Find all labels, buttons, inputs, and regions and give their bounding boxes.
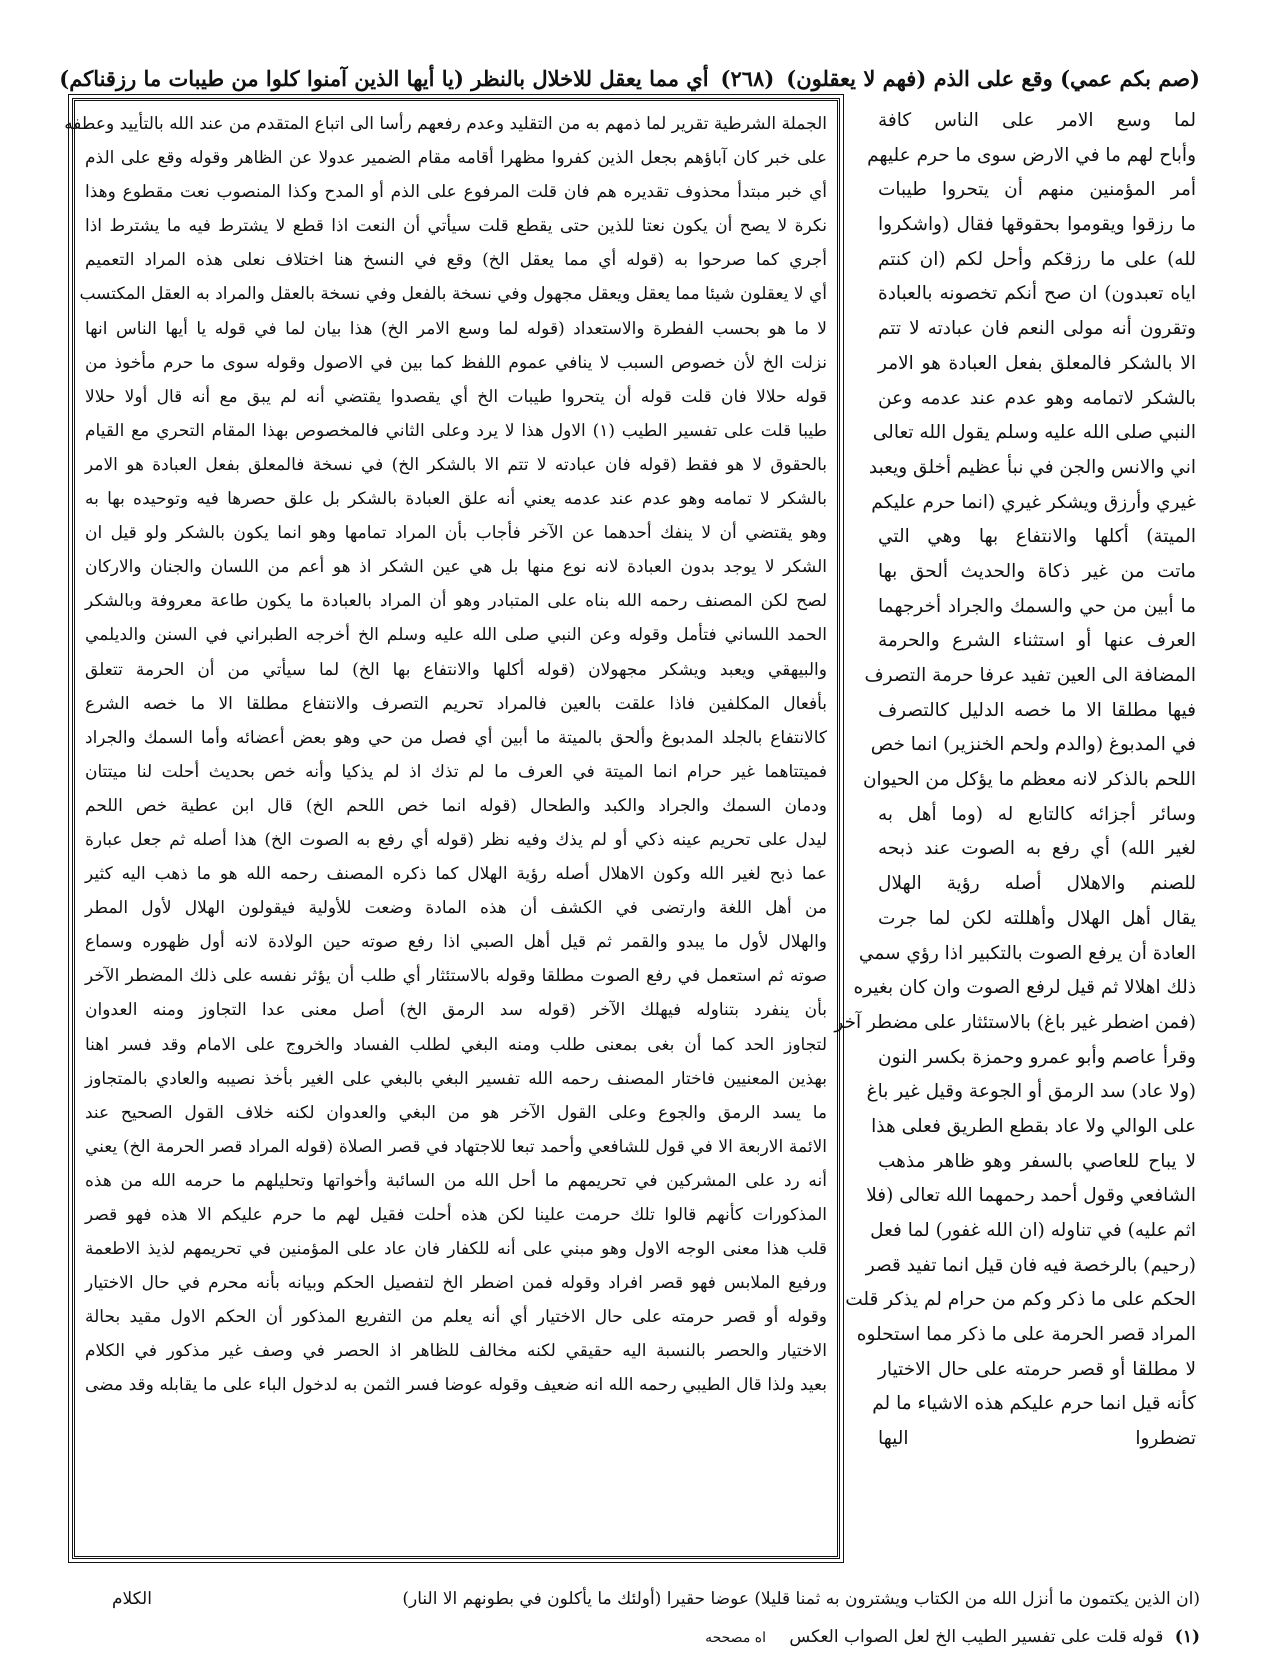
sharh-line: أي خبر مبتدأ محذوف تقديره هم فان قلت المرفوع على الذم أو المدح وكذا المنصوب نعت مقطوع وهذا	[85, 182, 827, 203]
matn-line: وأباح لهم ما في الارض سوى ما حرم عليهم	[867, 144, 1196, 166]
sharh-line: طيبا قلت على تفسير الطيب (١) الاول هذا لا يرد وعلى الثاني فالمخصوص بهذا المقام التحري مع القيام	[85, 420, 828, 441]
matn-line: وقرأ عاصم وأبو عمرو وحمزة بكسر النون	[878, 1046, 1196, 1068]
matn-line: تضطروا اليها	[878, 1428, 1196, 1450]
matn-line: المضافة الى العين تفيد عرفا حرمة التصرف	[864, 665, 1196, 686]
catchword: الكلام	[112, 1589, 152, 1609]
sharh-line: المذكورات كأنهم قالوا تلك حرمت علينا لكن هذه أحلت فقيل لهم ما حرم عليكم الا هذه فهو قصر	[85, 1205, 827, 1225]
matn-line: وتقرون أنه مولى النعم فان عبادته لا تتم	[878, 318, 1196, 340]
sharh-line: بعيد ولذا قال الطيبي رحمه الله انه ضعيف وقوله عوضا فسر الثمن به لدخول الباء على ما يقابله وقد مضى	[85, 1375, 827, 1396]
matn-line: المراد قصر الحرمة على ما ذكر مما استحلوه	[856, 1324, 1196, 1346]
sharh-line: كالانتفاع بالجلد المدبوغ وألحق بالميتة ما أبين أي فصل من حي وهو بعض أعضائه وأما السمك والجراد	[85, 727, 827, 748]
page-number: (٢٦٨)	[720, 65, 775, 91]
sharh-line: بأفعال المكلفين فاذا علقت بالعين فالمراد تحريم التصرف والانتفاع مطلقا الا ما خصه الشرع	[85, 693, 827, 714]
sharh-line: الشكر لا يوجد بدون العبادة لانه نوع منها بل هي عين الشكر اذ هو أعم من اللسان والجنان والاركان	[85, 557, 827, 578]
sharh-line: من أهل اللغة وارتضى في الكشف أن هذه المادة وضعت للأولية فيقولون الهلال لأول المطر	[85, 898, 827, 919]
matn-line: غيري وأرزق ويشكر غيري (انما حرم عليكم	[871, 491, 1196, 513]
footnote-editor-note: اه مصححه	[705, 1630, 766, 1646]
matn-line: اني والانس والجن في نبأ عظيم أخلق ويعبد	[868, 456, 1196, 478]
sharh-line: وقوله أو قصر حرمته على حال الاختيار أي أنه يعلم من التفريع المذكور أن الحكم الاول مقيد بحالة	[85, 1307, 827, 1328]
sharh-line: ورفيع الملابس فهو قصر افراد وقوله فمن اضطر الخ لتفصيل الحكم وبيانه بأنه محرم في حال الاختيار	[85, 1273, 827, 1294]
matn-line: اللحم بالذكر لانه معظم ما يؤكل من الحيوان	[862, 769, 1196, 791]
sharh-line: أنه رد على المشركين في تحريمهم ما أحل الله من السائبة وأخواتها وتحليلهم ما حرمه الله من هذه	[85, 1170, 827, 1191]
sharh-line: فميتتاهما غير حرام انما الميتة في العرف ما لم تذك اذ لم يذكيا وأنه خص بحديث أحلت لنا ميتتان	[85, 761, 827, 782]
footnote-text: قوله قلت على تفسير الطيب الخ لعل الصواب العكس	[789, 1627, 1164, 1647]
matn-column	[834, 104, 1196, 1579]
sharh-line: قلب هذا معنى الوجه الاول وهو مبني على أنه للكفار فان عاد على المؤمنين في تحريمهم لذيذ الاطعمة	[85, 1239, 827, 1260]
matn-line: في المدبوغ (والدم ولحم الخنزير) انما خص	[870, 734, 1196, 756]
matn-line: الشافعي وقول أحمد رحمهما الله تعالى (فلا	[866, 1185, 1196, 1207]
sharh-line: ليدل على تحريم عينه ذكي أو لم يذك وفيه نظر (قوله أي رفع به الصوت الخ) هذا أصله ثم جعل عبارة	[85, 829, 827, 850]
sharh-line: عما ذبح لغير الله وكون الاهلال أصله رؤية الهلال كما ذكره المصنف رحمه الله هو ما ذهب اليه كثير	[85, 864, 827, 885]
sharh-line: والبيهقي ويعبد ويشكر مجهولان (قوله أكلها والانتفاع بها الخ) لما سيأتي من أن الحرمة تتعلق	[85, 659, 827, 680]
matn-line: ماتت من غير ذكاة والحديث ألحق بها	[878, 560, 1196, 582]
sharh-line: بأن ينفرد بتناوله فيهلك الآخر (قوله سد الرمق الخ) أصل معنى عدا التجاوز ومنه العدوان	[85, 1000, 827, 1021]
matn-line: اياه تعبدون) ان صح أنكم تخصونه بالعبادة	[878, 283, 1196, 305]
matn-line: العادة أن يرفع الصوت بالتكبير اذا رؤي سمي	[858, 942, 1196, 964]
matn-line: لما وسع الامر على الناس كافة	[878, 110, 1196, 131]
header-left-text: أي مما يعقل للاخلال بالنظر (يا أيها الذين آمنوا كلوا من طيبات ما رزقناكم)	[59, 65, 709, 91]
sharh-line: بالشكر لا تمامه وهو عدم عند عدمه يعني أنه علق العبادة بالشكر بل علق حصرها فيه وتوحيده بها به	[85, 489, 827, 510]
matn-line: ذلك اهلالا ثم قيل لرفع الصوت وان كان بغيره	[853, 977, 1196, 999]
sharh-line: لا ما هو بحسب الفطرة والاستعداد (قوله لما وسع الامر الخ) هذا بيان لما في قوله يا أيها الناس انها	[85, 318, 827, 339]
sharh-line: بهذين المعنيين فاختار المصنف رحمه الله تفسير البغي بالبغي على الغير بأخذ نصيبه والعادي بالمتجاوز	[85, 1068, 827, 1089]
sharh-line: لصح لكن المصنف رحمه الله بناه على المتبادر وهو أن المراد بالعبادة ما يكون طاعة معروفة وبالشكر	[85, 591, 827, 612]
matn-line: على الوالي ولا عاد بقطع الطريق فعلى هذا	[871, 1115, 1196, 1137]
matn-line: للصنم والاهلال أصله رؤية الهلال	[878, 873, 1196, 895]
matn-line: اثم عليه) في تناوله (ان الله غفور) لما فعل	[870, 1220, 1196, 1241]
matn-line: أمر المؤمنين منهم أن يتحروا طيبات	[878, 179, 1196, 201]
matn-line: (ولا عاد) سد الرمق أو الجوعة وقيل غير باغ	[866, 1081, 1196, 1103]
matn-line: ما رزقوا ويقوموا بحقوقها فقال (واشكروا	[878, 214, 1196, 236]
continuation-text: (ان الذين يكتمون ما أنزل الله من الكتاب ويشترون به ثمنا قليلا) عوضا حقيرا (أولئك ما يأكلون في بطونهم الا النار)	[402, 1589, 1200, 1609]
matn-line: لغير الله) أي رفع به الصوت عند ذبحه	[878, 838, 1196, 860]
continuation-line	[72, 1584, 1200, 1614]
sharh-line: لتجاوز الحد كما أن بغى بمعنى طلب ومنه البغي لطلب الفساد والخروج على الامام وقد فسر اهنا	[85, 1034, 827, 1055]
sharh-line: ودمان السمك والجراد والكبد والطحال (قوله انما خص اللحم الخ) قال ابن عطية خص اللحم	[85, 795, 827, 816]
sharh-line: صوته ثم استعمل في رفع الصوت مطلقا وقوله بالاستئثار أي طلب أن يؤثر نفسه على ذلك المضطر الآخر	[85, 966, 827, 987]
header-right-text: (صم بكم عمي) وقع على الذم (فهم لا يعقلون)	[786, 65, 1200, 91]
sharh-line: بالحقوق لا هو فقط (قوله فان عبادته لا تتم الا بالشكر الخ) في نسخة فالمعلق بفعل العبادة هو الامر	[85, 454, 827, 475]
matn-line: لله) على ما رزقكم وأحل لكم (ان كنتم	[878, 248, 1196, 270]
matn-line: الحكم على ما ذكر وكم من حرام لم يذكر قلت	[845, 1289, 1196, 1311]
matn-line: بالشكر لاتمامه وهو عدم عند عدمه وعن	[878, 387, 1196, 409]
sharh-line: نكرة لا يصح أن يكون نعتا للذين حتى يقطع قلت سيأتي أن النعت اذا قطع لا يشترط فيه ما يشترط اذا	[85, 216, 827, 237]
sharh-line: أي لا يعقلون شيئا مما يعقل ويعقل مجهول وفي نسخة بالفعل وفي نسخة بالعقل والمراد به العقل المكتسب	[79, 284, 827, 305]
matn-line: وسائر أجزائه كالتابع له (وما أهل به	[878, 803, 1196, 825]
sharh-frame	[64, 98, 840, 1559]
matn-line: النبي صلى الله عليه وسلم يقول الله تعالى	[872, 422, 1196, 444]
matn-line: الميتة) أكلها والانتفاع بها وهي التي	[878, 526, 1196, 548]
sharh-line: الاختيار والحصر بالنسبة اليه حقيقي لكنه مخالف للظاهر اذ الحصر في وصف غير مذكور في الكلام	[85, 1341, 827, 1362]
matn-line: العرف عنها أو استثناء الشرع والحرمة	[878, 630, 1196, 652]
matn-line: لا يباح للعاصي بالسفر وهو ظاهر مذهب	[878, 1150, 1196, 1172]
sharh-line: قوله حلالا فان قلت قوله أن يتحروا طيبات الخ أي يقصدوا يقتضي أنه لم يبق مع أنه قال أولا حلالا	[85, 386, 827, 407]
sharh-line: الحمد اللساني فتأمل وقوله وعن النبي صلى الله عليه وسلم الخ أخرجه الطبراني في السنن والديلمي	[85, 625, 827, 646]
matn-line: (فمن اضطر غير باغ) بالاستئثار على مضطر آخر	[834, 1011, 1196, 1033]
sharh-line: أجري كما صرحوا به (قوله أي مما يعقل الخ) وقع في النسخ هنا اختلاف نعلى هذه المراد التعميم	[85, 250, 827, 271]
footnote-number: (١)	[1174, 1627, 1200, 1647]
matn-line: ما أبين من حي والسمك والجراد أخرجهما	[878, 595, 1196, 617]
sharh-line: ما يسد الرمق والجوع وعلى القول الآخر هو من البغي والعدوان لكنه خلاف القول الصحيح عند	[85, 1102, 828, 1123]
page-header	[59, 58, 1200, 98]
matn-line: يقال أهل الهلال وأهللته لكن لما جرت	[878, 907, 1196, 929]
matn-line: فيها مطلقا الا ما خصه الدليل كالتصرف	[878, 699, 1196, 721]
matn-line: لا مطلقا أو قصر حرمته على حال الاختيار	[878, 1358, 1196, 1380]
footnote	[500, 1620, 1200, 1654]
matn-line: (رحيم) بالرخصة فيه فان قيل انما تفيد قصر	[865, 1254, 1196, 1276]
sharh-line: وهو يقتضي أن لا ينفك أحدهما عن الآخر فأجاب بأن المراد تمامها وهو انما يكون بالشكر ولو قيل ان	[85, 523, 827, 544]
sharh-column	[64, 107, 828, 1550]
sharh-line: على خبر كان آباؤهم بجعل الذين كفروا مظهرا أقامه مقام الضمير عدولا عن الظاهر وقوله وقع على الذم	[85, 148, 827, 169]
sharh-line: الجملة الشرطية تقرير لما ذمهم به من التقليد وعدم رفعهم رأسا الى اتباع المتقدم من عند الله بالتأييد وعطفه	[64, 114, 827, 134]
sharh-line: نزلت الخ لأن خصوص السبب لا ينافي عموم اللفظ كما بين في الاصول وقوله سوى ما حرم مأخوذ من	[85, 352, 827, 373]
matn-line: كأنه قيل انما حرم عليكم هذه الاشياء ما لم	[872, 1393, 1196, 1415]
matn-line: الا بالشكر فالمعلق بفعل العبادة هو الامر	[878, 352, 1196, 374]
sharh-line: الائمة الاربعة الا في قول للشافعي وأحمد تبعا للاجتهاد في قصر الصلاة (قوله المراد قصر الحرمة الخ) يعني	[85, 1136, 827, 1157]
sharh-line: والهلال لأول ما يبدو والقمر ثم قيل أهل الصبي اذا رفع صوته حين الولادة لانه أول ظهوره وسماع	[85, 932, 827, 953]
